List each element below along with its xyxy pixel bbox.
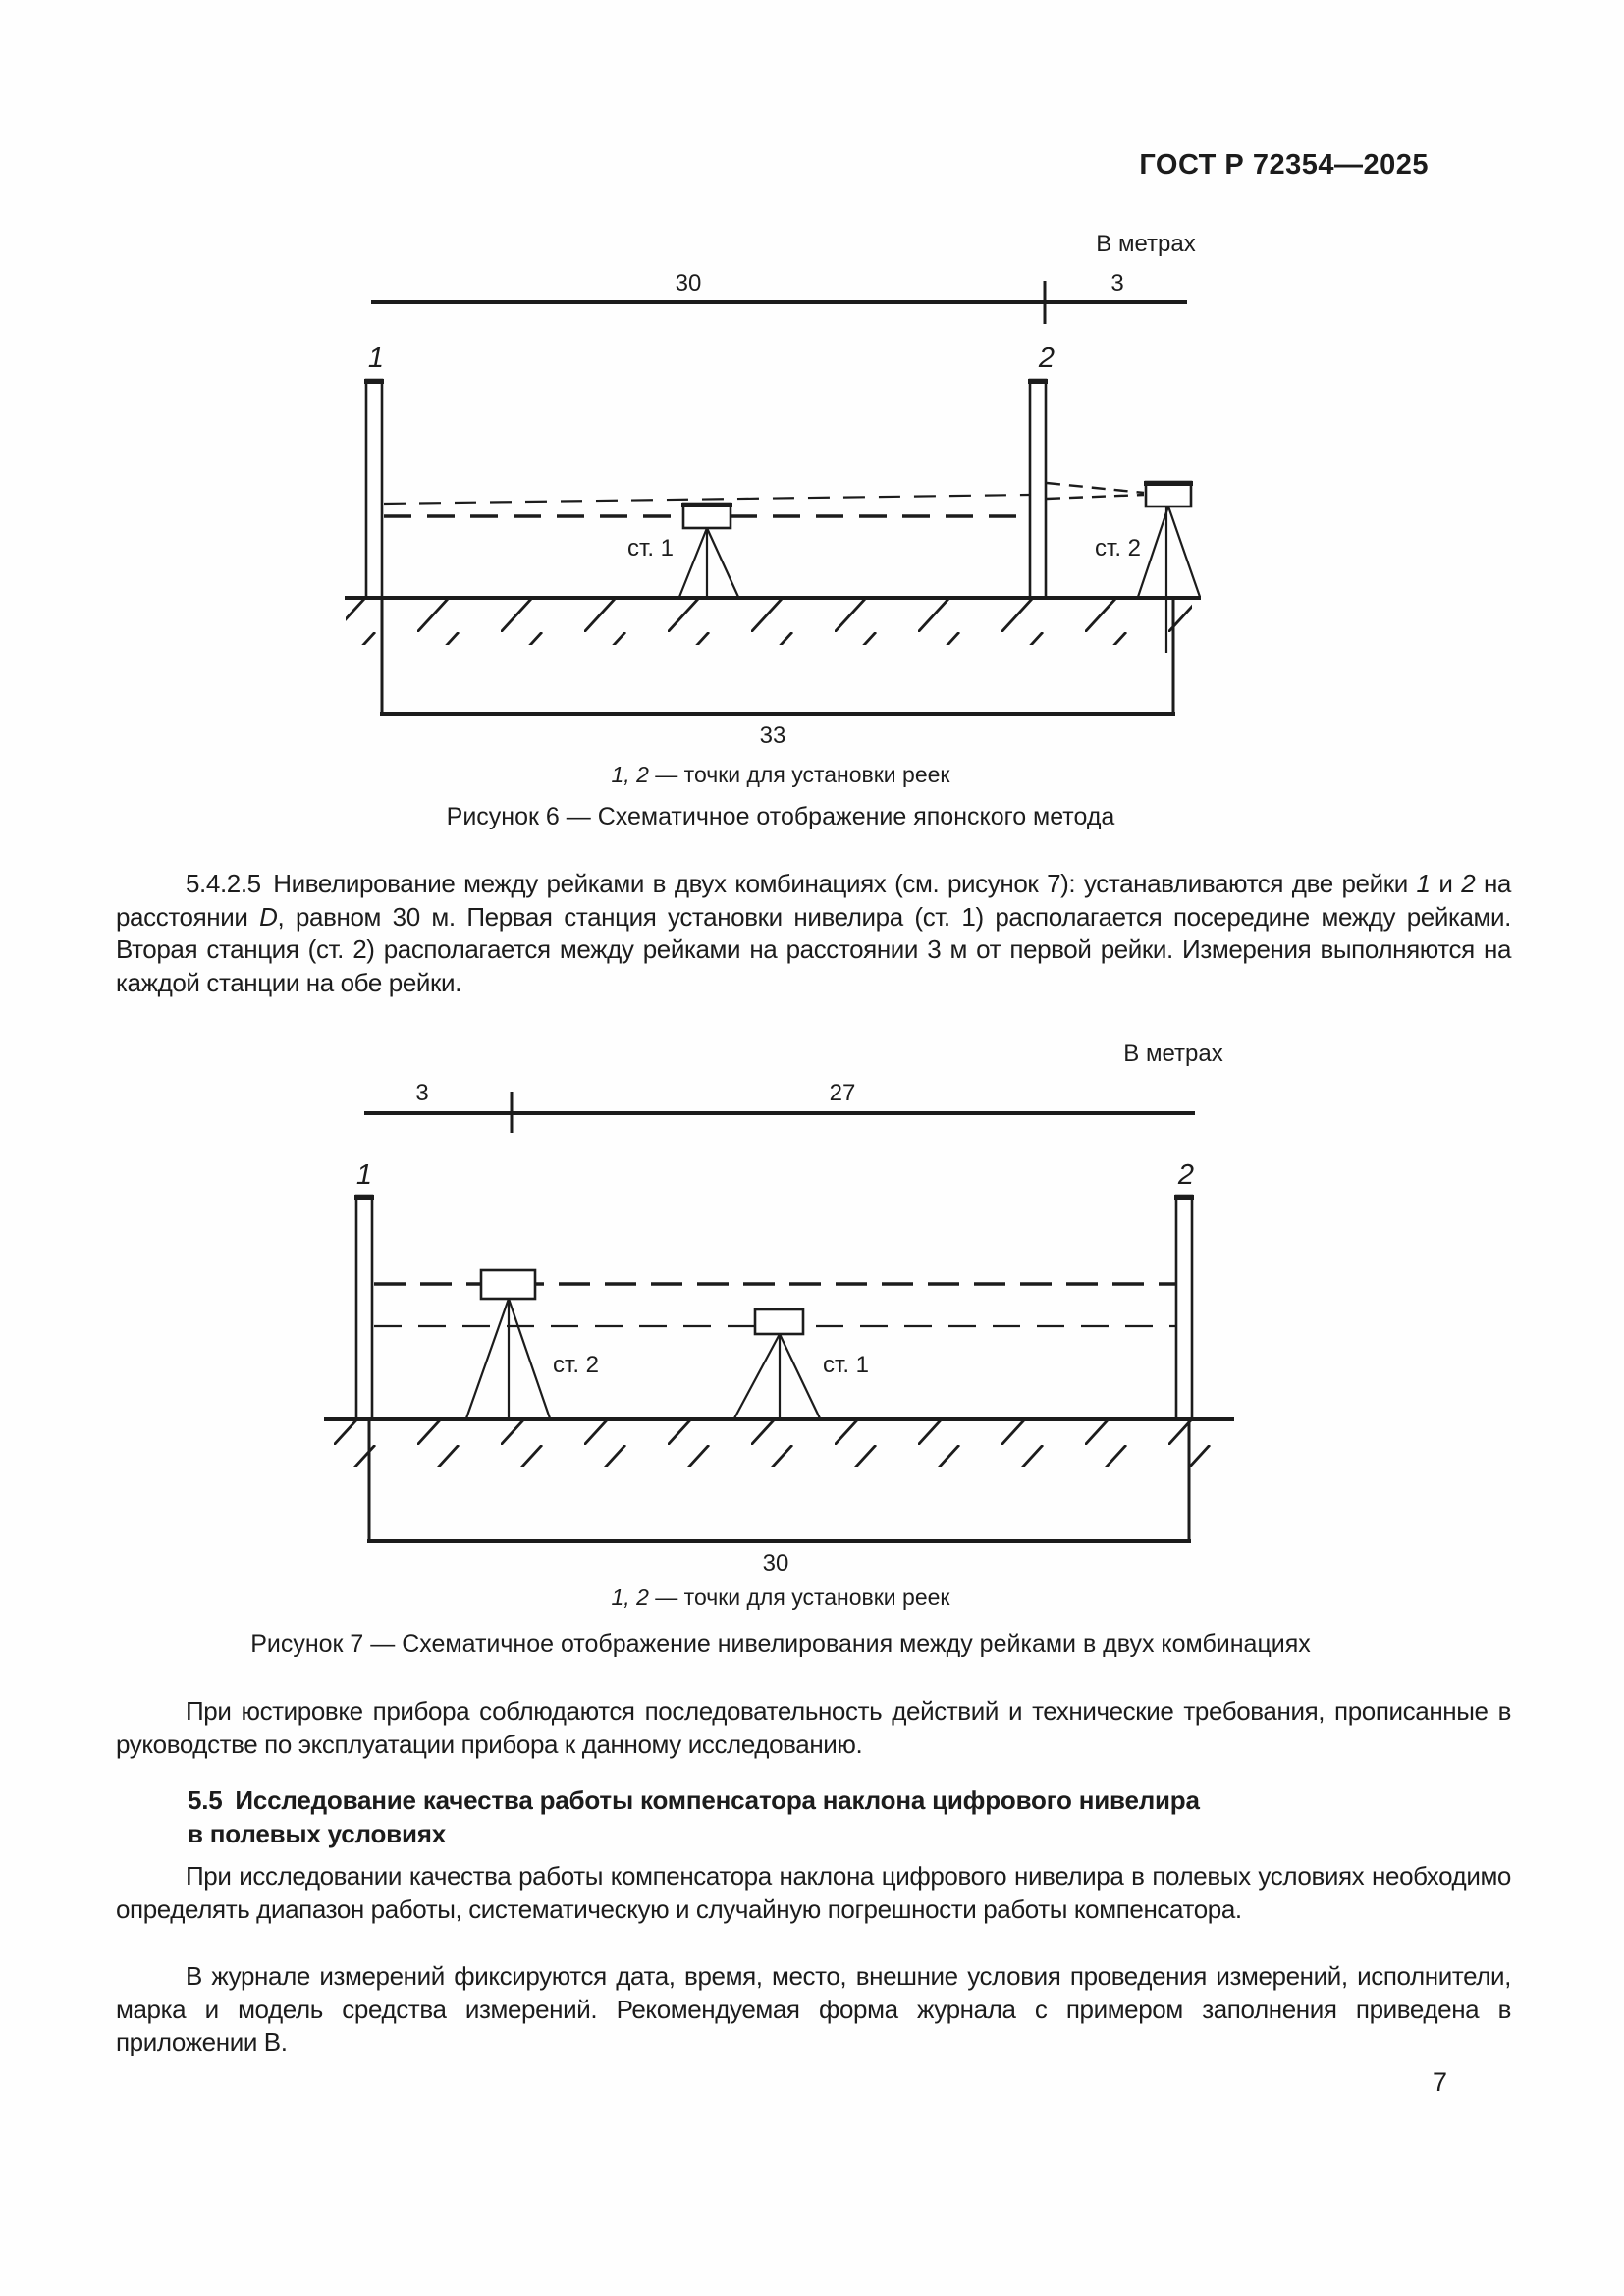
section-5-5-heading [188,1785,1503,1850]
paragraph-field-study-1: При исследовании качества работы компенсатора наклона цифрового нивелира в полевых условиях необходимо определять диапазон работы, систематическую и случайную погрешности работы компенсатора. [116,1861,1511,1924]
figure7-units-label: В метрах [1123,1041,1223,1067]
figure6-caption: Рисунок 6 — Схематичное отображение японского метода [446,803,1115,830]
figure7-station2-label: ст. 2 [553,1352,600,1378]
figure7-ground-hatching [329,1421,1229,1467]
figure7-dim-27-label: 27 [829,1080,856,1106]
figure7-dim-3-label: 3 [415,1080,429,1106]
figure6-units-label: В метрах [1096,231,1196,257]
page-number: 7 [1432,2067,1447,2097]
figure6-station2-label: ст. 2 [1094,535,1141,561]
figure7-caption: Рисунок 7 — Схематичное отображение нивелирования между рейками в двух комбинациях [250,1630,1311,1658]
figure6-rod2 [1028,380,1048,598]
figure6-station1-label: ст. 1 [626,535,674,561]
figure6-rod2-label: 2 [1038,343,1056,374]
paragraph-5-4-2-5: 5.4.2.5 Нивелирование между рейками в двух комбинациях (см. рисунок 7): устанавливаются две рейки 1 и 2 на расстоянии D, равном 30 м. Первая станция установки нивелира (ст. 1) располагается посередине между рейками. Вторая станция (ст. 2) располагается между рейками на расстоянии 3 м от первой рейки. Измерения выполняются на каждой станции на обе рейки. [116,869,1511,997]
figure6-total-label: 33 [759,722,786,749]
section-5-5-heading-line2: в полевых условиях [188,1818,446,1848]
figure7-rod1 [354,1196,374,1419]
figure7-tripod-station2 [466,1299,550,1418]
figure7-tripod-station1 [734,1334,820,1418]
figure6-dim-3-label: 3 [1110,270,1124,296]
figure6-sightline-station2-lower [1047,495,1144,499]
figure6-dim-30-label: 30 [675,270,702,296]
figure6-ground-hatching [346,600,1192,645]
figure7-level-station2 [466,1270,550,1418]
figure6-sightline-upper [384,495,1029,504]
figure6-legend: 1, 2 — точки для установки реек [611,762,950,787]
paragraph-adjustment: При юстировке прибора соблюдаются последовательность действий и технические требования, прописанные в руководстве по эксплуатации прибора к данному исследованию. [116,1696,1511,1759]
figure-6-diagram [0,226,1624,761]
figure6-rod1-label: 1 [367,343,385,374]
figure7-station1-label: ст. 1 [823,1352,870,1378]
figure7-legend: 1, 2 — точки для установки реек [611,1584,950,1610]
figure6-level-station1 [679,504,738,597]
figure6-tripod-station1 [679,528,738,597]
figure7-rod2 [1174,1196,1194,1419]
figure7-rod1-label: 1 [355,1159,373,1191]
figure6-sightline-station2-upper [1047,483,1144,493]
document-header-title: ГОСТ Р 72354—2025 [1139,149,1429,181]
paragraph-field-study-2: В журнале измерений фиксируются дата, время, место, внешние условия проведения измерений, исполнители, марка и модель средства измерений. Рекомендуемая форма журнала с примером заполнения приведена в приложении В. [116,1961,1511,2056]
figure6-rod1 [364,380,384,598]
figure7-total-label: 30 [762,1550,789,1576]
figure-7-diagram [0,1041,1624,1580]
figure7-rod2-label: 2 [1177,1159,1195,1191]
section-5-5-heading-line1: 5.5 Исследование качества работы компенсатора наклона цифрового нивелира [188,1786,1200,1815]
